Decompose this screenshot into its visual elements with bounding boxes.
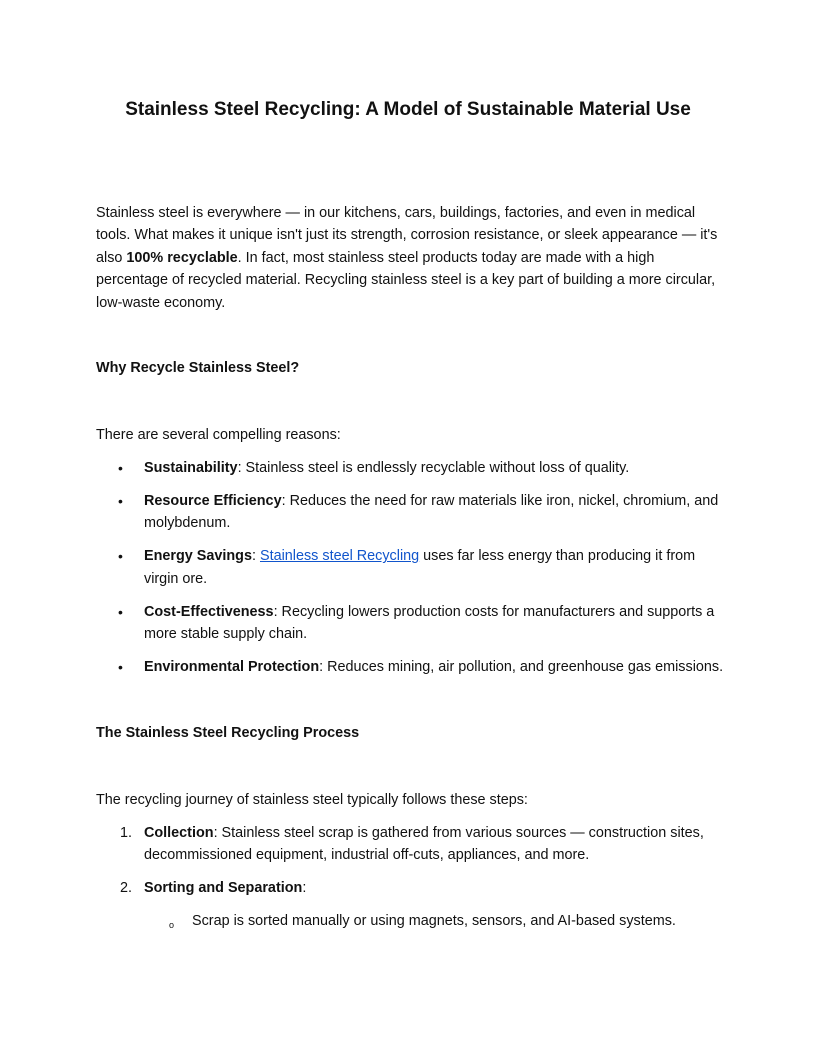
sorting-subitem	[144, 910, 724, 932]
process-step-sorting	[96, 877, 724, 932]
document-title: Stainless Steel Recycling: A Model of Sustainable Material Use	[125, 99, 691, 120]
bullet-icon: •	[118, 548, 123, 565]
step-text: : Stainless steel scrap is gathered from various sources — construction sites, decommissioned equipment, industrial off-cuts, appliances, and more.	[144, 825, 704, 864]
intro-text-2: . In fact, most stainless steel products today are made with a high percentage of recycled material. Recycling stainless steel is a key part of building a more circular, low-waste economy.	[96, 249, 716, 311]
process-step-collection	[96, 822, 724, 867]
process-steps-list	[96, 822, 724, 943]
sorting-sublist	[144, 910, 724, 932]
why-item-term: Cost-Effectiveness	[144, 603, 274, 620]
why-lead: There are several compelling reasons:	[96, 427, 341, 443]
why-item-text: : Recycling lowers production costs for manufacturers and supports a more stable supply chain.	[144, 603, 715, 643]
process-lead: The recycling journey of stainless steel typically follows these steps:	[96, 792, 528, 808]
why-item-cost-effectiveness	[96, 601, 724, 646]
why-item-term: Environmental Protection	[144, 659, 320, 676]
sorting-subitem-text: Scrap is sorted manually or using magnets, sensors, and AI-based systems.	[192, 912, 676, 929]
why-item-text: : Stainless steel is endlessly recyclable without loss of quality.	[237, 460, 630, 476]
stainless-steel-recycling-link[interactable]: Stainless steel Recycling	[259, 548, 420, 565]
why-item-term: Resource Efficiency	[144, 493, 282, 509]
step-term: Collection	[144, 825, 214, 841]
why-item-text: uses far less energy than producing it from virgin ore.	[144, 548, 696, 587]
bullet-icon: •	[118, 460, 123, 476]
intro-bold-recyclable: 100% recyclable	[126, 249, 238, 266]
why-item-environmental-protection	[96, 656, 724, 678]
why-item-term: Sustainability	[144, 460, 238, 476]
why-list	[96, 457, 724, 689]
bullet-icon: •	[118, 493, 123, 509]
why-item-resource-efficiency	[96, 490, 724, 535]
step-text: :	[302, 880, 307, 897]
intro-paragraph	[96, 202, 724, 314]
why-heading: Why Recycle Stainless Steel?	[96, 360, 300, 376]
process-heading: The Stainless Steel Recycling Process	[96, 725, 360, 741]
step-term: Sorting and Separation	[144, 880, 303, 897]
intro-text-1: Stainless steel is everywhere — in our kitchens, cars, buildings, factories, and even in medical tools. What makes it unique isn't just its strength, corrosion resistance, or sleek appearance — it's also	[96, 205, 718, 266]
why-item-text: : Reduces the need for raw materials like iron, nickel, chromium, and molybdenum.	[144, 493, 719, 532]
step-number: 2.	[120, 880, 133, 897]
why-item-energy-savings	[96, 545, 724, 590]
step-number: 1.	[120, 825, 133, 841]
bullet-icon: •	[118, 603, 123, 620]
why-item-text: : Reduces mining, air pollution, and greenhouse gas emissions.	[319, 659, 724, 676]
why-item-term: Energy Savings	[144, 548, 252, 565]
circle-bullet-icon: o	[169, 919, 175, 930]
why-item-sep: :	[251, 548, 260, 565]
why-item-sustainability	[96, 457, 724, 479]
bullet-icon: •	[118, 659, 123, 676]
